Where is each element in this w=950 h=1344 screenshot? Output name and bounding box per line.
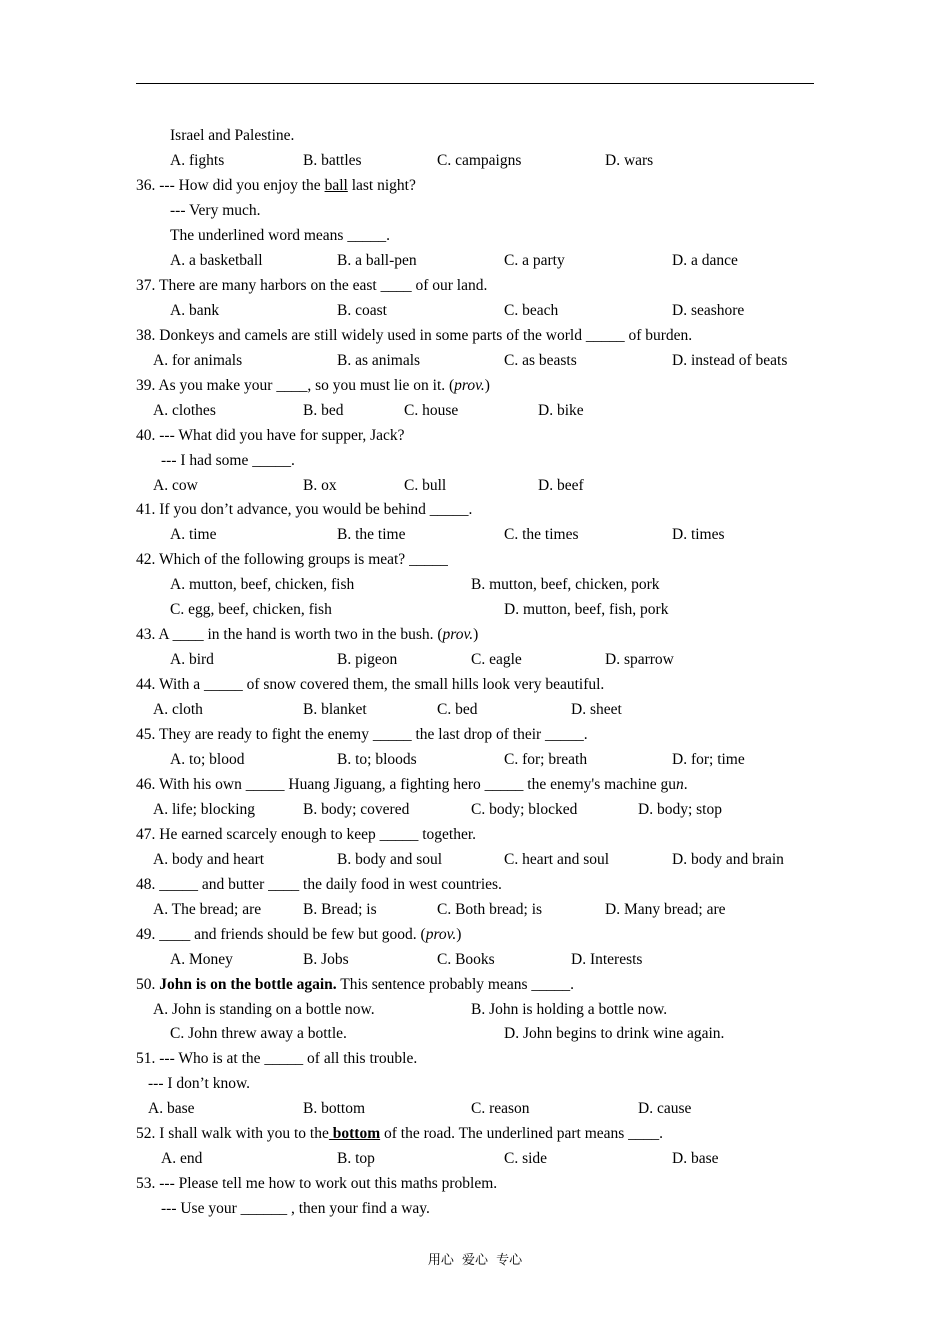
answer-option: B. coast: [337, 302, 387, 319]
text-line: [170, 226, 390, 246]
text-segment: 44. With a _____ of snow covered them, the small hills look very beautiful.: [136, 676, 605, 693]
answer-option: D. sparrow: [605, 651, 674, 668]
text-segment: 51. --- Who is at the _____ of all this trouble.: [136, 1050, 418, 1067]
text-line: [136, 500, 472, 520]
answer-option: D. mutton, beef, fish, pork: [504, 601, 669, 618]
answer-option: D. John begins to drink wine again.: [504, 1025, 725, 1042]
emphasized-text: n: [676, 776, 684, 793]
answer-option: B. Bread; is: [303, 901, 377, 918]
answer-option: D. cause: [638, 1100, 692, 1117]
text-segment: 49. ____ and friends should be few but good. (: [136, 926, 426, 943]
text-segment: 41. If you don’t advance, you would be behind _____.: [136, 501, 473, 518]
text-segment: 42. Which of the following groups is meat? _____: [136, 551, 448, 568]
text-segment: 37. There are many harbors on the east ____ of our land.: [136, 277, 488, 294]
text-line: [136, 550, 448, 570]
text-segment: last night?: [347, 177, 416, 194]
answer-option: C. Books: [437, 951, 495, 968]
text-line: [136, 625, 478, 645]
text-line: [136, 176, 416, 196]
answer-option: A. clothes: [153, 402, 216, 419]
answer-option: B. pigeon: [337, 651, 398, 668]
answer-option: B. body; covered: [303, 801, 410, 818]
answer-option: A. Money: [170, 951, 233, 968]
text-line: [136, 1049, 417, 1069]
text-segment: The underlined word means _____.: [170, 227, 390, 244]
answer-option: B. bed: [303, 402, 344, 419]
text-segment: 36. --- How did you enjoy the: [136, 177, 325, 194]
answer-option: B. mutton, beef, chicken, pork: [471, 576, 660, 593]
answer-option: A. cow: [153, 477, 198, 494]
answer-option: A. John is standing on a bottle now.: [153, 1001, 375, 1018]
text-segment: 47. He earned scarcely enough to keep _____ together.: [136, 826, 477, 843]
text-segment: 40. --- What did you have for supper, Jack?: [136, 427, 405, 444]
answer-option: B. top: [337, 1150, 375, 1167]
answer-option: C. eagle: [471, 651, 522, 668]
text-segment: Israel and Palestine.: [170, 127, 295, 144]
text-segment: 45. They are ready to fight the enemy _____ the last drop of their _____.: [136, 726, 588, 743]
answer-option: B. as animals: [337, 352, 421, 369]
text-line: [136, 925, 461, 945]
text-line: [136, 825, 476, 845]
text-segment: --- I don’t know.: [148, 1075, 251, 1092]
answer-option: D. seashore: [672, 302, 745, 319]
answer-option: C. campaigns: [437, 152, 522, 169]
answer-option: C. heart and soul: [504, 851, 610, 868]
answer-option: C. Both bread; is: [437, 901, 543, 918]
answer-option: C. side: [504, 1150, 548, 1167]
emphasized-text: prov.: [454, 377, 485, 394]
text-segment: --- Very much.: [170, 202, 261, 219]
answer-option: A. cloth: [153, 701, 203, 718]
answer-option: A. a basketball: [170, 252, 263, 269]
answer-option: B. ox: [303, 477, 337, 494]
answer-option: D. Interests: [571, 951, 643, 968]
emphasized-text: John is on the bottle again.: [159, 976, 337, 993]
answer-option: B. blanket: [303, 701, 367, 718]
text-line: [136, 875, 502, 895]
answer-option: A. bird: [170, 651, 214, 668]
text-line: [136, 326, 692, 346]
text-line: [170, 126, 294, 146]
answer-option: B. to; bloods: [337, 751, 417, 768]
answer-option: C. a party: [504, 252, 565, 269]
answer-option: D. for; time: [672, 751, 745, 768]
answer-option: A. body and heart: [153, 851, 265, 868]
answer-option: D. body and brain: [672, 851, 784, 868]
answer-option: B. bottom: [303, 1100, 366, 1117]
answer-option: C. egg, beef, chicken, fish: [170, 601, 332, 618]
answer-option: C. bull: [404, 477, 447, 494]
answer-option: C. for; breath: [504, 751, 588, 768]
answer-option: A. to; blood: [170, 751, 245, 768]
text-line: [170, 201, 261, 221]
answer-option: D. instead of beats: [672, 352, 788, 369]
text-segment: ): [484, 377, 490, 394]
answer-option: D. beef: [538, 477, 584, 494]
answer-option: D. times: [672, 526, 725, 543]
text-line: [161, 1199, 430, 1219]
answer-option: A. base: [148, 1100, 195, 1117]
emphasized-text: prov.: [425, 926, 457, 943]
text-segment: --- Use your ______ , then your find a way.: [161, 1200, 430, 1217]
answer-option: A. time: [170, 526, 217, 543]
answer-option: B. John is holding a bottle now.: [471, 1001, 668, 1018]
text-segment: 48. _____ and butter ____ the daily food in west countries.: [136, 876, 502, 893]
text-line: [136, 975, 574, 995]
emphasized-text: ball: [324, 177, 348, 194]
text-line: [136, 1124, 663, 1144]
answer-option: D. base: [672, 1150, 719, 1167]
text-line: [161, 451, 295, 471]
answer-option: C. body; blocked: [471, 801, 578, 818]
answer-option: C. the times: [504, 526, 579, 543]
text-segment: ): [473, 626, 479, 643]
answer-option: B. the time: [337, 526, 406, 543]
answer-option: D. sheet: [571, 701, 622, 718]
answer-option: D. a dance: [672, 252, 738, 269]
text-segment: 43. A ____ in the hand is worth two in the bush. (: [136, 626, 443, 643]
answer-option: C. bed: [437, 701, 478, 718]
answer-option: C. as beasts: [504, 352, 577, 369]
text-line: [136, 426, 405, 446]
text-segment: 53. --- Please tell me how to work out this maths problem.: [136, 1175, 498, 1192]
answer-option: C. house: [404, 402, 459, 419]
emphasized-text: prov.: [442, 626, 474, 643]
answer-option: C. reason: [471, 1100, 530, 1117]
answer-option: D. bike: [538, 402, 584, 419]
answer-option: A. fights: [170, 152, 225, 169]
answer-option: B. a ball-pen: [337, 252, 417, 269]
answer-option: A. end: [161, 1150, 203, 1167]
answer-option: D. body; stop: [638, 801, 722, 818]
text-segment: ): [456, 926, 462, 943]
text-segment: 50.: [136, 976, 160, 993]
answer-option: B. body and soul: [337, 851, 443, 868]
text-segment: 38. Donkeys and camels are still widely used in some parts of the world _____ of burden.: [136, 327, 693, 344]
answer-option: A. bank: [170, 302, 220, 319]
text-line: [136, 675, 604, 695]
answer-option: D. wars: [605, 152, 654, 169]
text-line: [136, 376, 490, 396]
answer-option: A. life; blocking: [153, 801, 256, 818]
header-rule: [136, 83, 814, 84]
text-segment: 39. As you make your ____, so you must lie on it. (: [136, 377, 455, 394]
text-segment: .: [683, 776, 688, 793]
answer-option: C. beach: [504, 302, 559, 319]
text-segment: --- I had some _____.: [161, 452, 295, 469]
answer-option: B. battles: [303, 152, 362, 169]
text-segment: of the road. The underlined part means ____.: [380, 1125, 664, 1142]
text-segment: 52. I shall walk with you to the: [136, 1125, 329, 1142]
page-footer: 用心 爱心 专心: [427, 1253, 523, 1268]
text-line: [136, 775, 688, 795]
text-line: [136, 725, 588, 745]
text-line: [148, 1074, 250, 1094]
answer-option: A. mutton, beef, chicken, fish: [170, 576, 355, 593]
text-segment: This sentence probably means _____.: [336, 976, 575, 993]
text-segment: 46. With his own _____ Huang Jiguang, a fighting hero _____ the enemy's machine gu: [136, 776, 676, 793]
text-line: [136, 1174, 497, 1194]
answer-option: C. John threw away a bottle.: [170, 1025, 347, 1042]
answer-option: B. Jobs: [303, 951, 349, 968]
emphasized-text: bottom: [328, 1125, 381, 1142]
answer-option: D. Many bread; are: [605, 901, 726, 918]
text-line: [136, 276, 487, 296]
answer-option: A. for animals: [153, 352, 243, 369]
answer-option: A. The bread; are: [153, 901, 262, 918]
